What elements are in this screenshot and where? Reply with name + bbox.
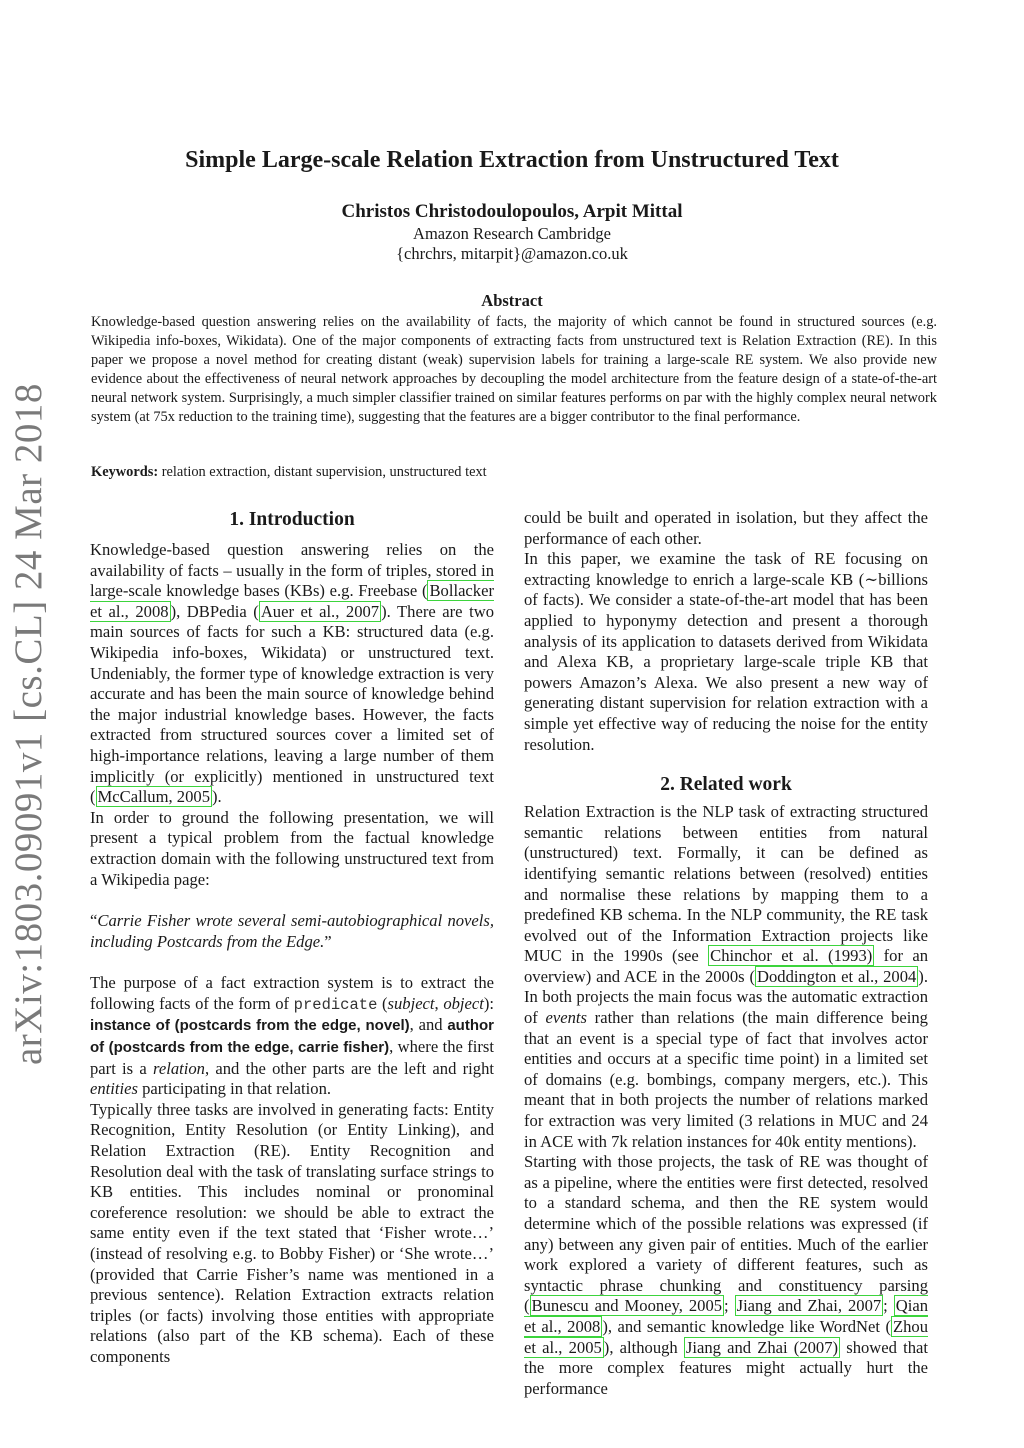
intro-paragraph-2: In order to ground the following presentation, we will present a typical problem from the factual knowledge extraction domain with the following unstructured text from a Wikipedia page: [90, 807, 494, 889]
right-paragraph-2: In this paper, we examine the task of RE focusing on extracting knowledge to enrich a large-scale KB (∼billions of facts). We consider a state-of-the-art model that has been applied to hyponymy detection and present a thorough analysis of its application to datasets derived from Wikidata and Alexa KB, a proprietary large-scale triple KB that powers Amazon’s Alexa. We also present a new way of generating distant supervision for relation extraction with a simple yet effective way of reducing the noise for the entity resolution. [524, 549, 928, 754]
fact-instance-of: instance of (postcards from the edge, novel) [90, 1017, 410, 1035]
related-paragraph-2: Starting with those projects, the task of RE was thought of as a pipeline, where the entities were first detected, resolved to a standard schema, and then the RE system would determine which of the possible relations was expressed (if any) between any given pair of entities. Much of the earlier work explored a variety of different features, such as syntactic phrase chunking and constituency parsing ( Bunescu and Mooney, 2005 ; Jiang and Zhai, 2007 ; Qian et al., 2008 ), and semantic knowledge like WordNet ( Zhou et al., 2005 ), although Jiang and Zhai (2007) showed that the more complex features might actually hurt the performance [524, 1152, 928, 1398]
abstract-heading: Abstract [481, 291, 543, 310]
introduction-heading: 1. Introduction [229, 509, 355, 530]
keywords-label: Keywords: [91, 464, 159, 480]
fact-author-of: author of (postcards from the edge, carrie fisher) [90, 1017, 495, 1057]
arxiv-identifier: arXiv:1803.09091v1 [cs.CL] 24 Mar 2018 [7, 383, 50, 1065]
citation-doddington[interactable]: Doddington et al., 2004 [757, 966, 917, 986]
intro-paragraph-4: Typically three tasks are involved in generating facts: Entity Recognition, Entity Resolution (or Entity Linking), and Relation Extraction (RE). Entity Recognition and Resolution deal with the task of translating surface strings to KB entities. This includes nominal or pronominal coreference resolution: we should be able to extract the same entity even if the text stated that ‘Fisher wrote…’ (instead of resolving e.g. to Bobby Fisher) or ‘She wrote…’ (provided that Carrie Fisher’s name was mentioned in a previous sentence). Relation Extraction extracts relation triples (or facts) involving those entities with appropriate relations (also part of the KB schema). Each of these components [90, 1099, 494, 1366]
example-quote: “Carrie Fisher wrote several semi-autobiographical novels, including Postcards from the Edge.” [90, 911, 494, 951]
right-paragraph-1: could be built and operated in isolation, but they affect the performance of each other. [524, 508, 928, 548]
related-paragraph-1: Relation Extraction is the NLP task of extracting structured semantic relations between entities from natural (unstructured) text. Formally, it can be defined as identifying semantic relations between (resolved) entities and normalise these relations by mapping them to a predefined KB schema. In the NLP community, the RE task evolved out of the Information Extraction projects like MUC in the 1990s (see Chinchor et al. (1993) for an overview) and ACE in the 2000s ( Doddington et al., 2004 ). In both projects the main focus was the automatic extraction of events rather than relations (the main difference being that an event is a special type of fact that involves actor entities and occurs at a specific time point) in a limited set of domains (e.g. bombings, company mergers, etc.). This meant that in both projects the number of relations marked for extraction was very limited (3 relations in MUC and 24 in ACE with 7k relation instances for 40k entity mentions). [524, 802, 928, 1151]
citation-auer[interactable]: Auer et al., 2007 [260, 601, 380, 621]
predicate-term: predicate [293, 995, 378, 1014]
keywords-text: relation extraction, distant supervision, unstructured text [158, 464, 487, 480]
paper-title: Simple Large-scale Relation Extraction from Unstructured Text [185, 147, 839, 173]
author-email: {chrchrs, mitarpit}@amazon.co.uk [396, 244, 628, 263]
keywords-line [91, 463, 937, 482]
citation-mccallum[interactable]: McCallum, 2005 [97, 787, 210, 807]
citation-bunescu[interactable]: Bunescu and Mooney, 2005 [531, 1296, 723, 1316]
citation-chinchor[interactable]: Chinchor et al. (1993) [710, 946, 873, 966]
citation-jiang-zhai-2007[interactable]: Jiang and Zhai (2007) [685, 1337, 839, 1357]
citation-qian[interactable]: Qian et al., 2008 [524, 1296, 928, 1336]
intro-paragraph-3: The purpose of a fact extraction system is to extract the following facts of the form of predicate (subject, object): instance of (postcards from the edge, novel), and author of (postcards from the edge, carrie fisher), where the first part is a relation, and the other parts are the left and right entities participating in that relation. [90, 973, 495, 1099]
right-column [524, 508, 928, 1399]
paper-authors: Christos Christodoulopoulos, Arpit Mittal [341, 201, 683, 222]
citation-bollacker[interactable]: Bollacker et al., 2008 [90, 581, 494, 621]
citation-jiang-zhai[interactable]: Jiang and Zhai, 2007 [736, 1296, 882, 1316]
abstract-body: Knowledge-based question answering relies on the availability of facts, the majority of which cannot be found in structured sources (e.g. Wikipedia info-boxes, Wikidata). One of the major components of extracting facts from unstructured text is Relation Extraction (RE). In this paper we propose a novel method for creating distant (weak) supervision labels for training a large-scale RE system. We also provide new evidence about the effectiveness of neural network approaches by decoupling the model architecture from the feature design of a state-of-the-art neural network system. Surprisingly, a much simpler classifier trained on similar features performs on par with the highly complex neural network system (at 75x reduction to the training time), suggesting that the features are a bigger contributor to the final performance. [91, 314, 937, 425]
left-column [90, 508, 494, 1368]
related-work-heading: 2. Related work [660, 774, 792, 796]
arxiv-sidebar [6, 383, 50, 1066]
intro-paragraph-1: Knowledge-based question answering relies on the availability of facts – usually in the form of triples, stored in large-scale knowledge bases (KBs) e.g. Freebase ( Bollacker et al., 2008 ), DBPedia ( Auer et al., 2007 ). There are two main sources of facts for such a KB: structured data (e.g. Wikipedia info-boxes, Wikidata) or unstructured text. Undeniably, the former type of knowledge extraction is very accurate and has been the main source of knowledge behind the major industrial knowledge bases. However, the facts extracted from structured sources cover a limited set of high-importance relations, leaving a large number of them implicitly (or explicitly) mentioned in unstructured text ( McCallum, 2005 ). [90, 540, 495, 807]
author-affiliation: Amazon Research Cambridge [413, 224, 611, 243]
citation-zhou[interactable]: Zhou et al., 2005 [524, 1316, 928, 1357]
